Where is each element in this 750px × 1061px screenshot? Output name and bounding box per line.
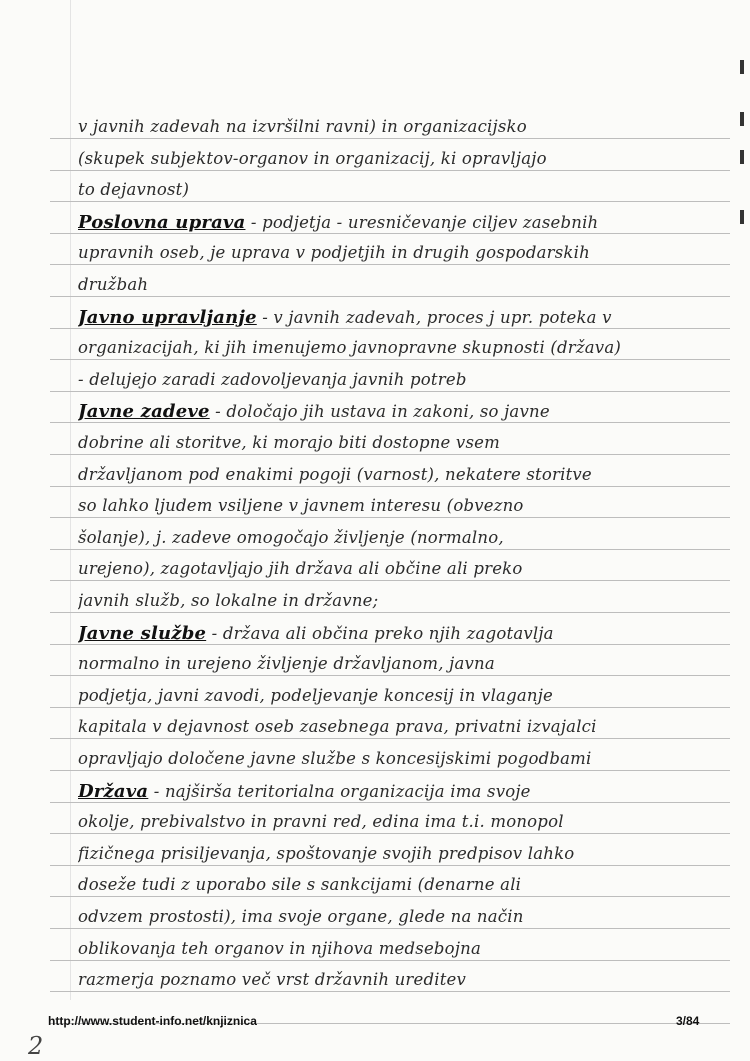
- note-line: [78, 907, 718, 926]
- note-text: opravljajo določene javne službe s koncesijskimi pogodbami: [78, 749, 592, 768]
- note-text: - določajo jih ustava in zakoni, so javne: [209, 402, 550, 421]
- note-text: organizacijah, ki jih imenujemo javnopravne skupnosti (država): [78, 338, 622, 357]
- note-line: [78, 465, 718, 484]
- note-text: to dejavnost): [78, 180, 190, 199]
- note-text: upravnih oseb, je uprava v podjetjih in drugih gospodarskih: [78, 243, 590, 262]
- heading-term: Država: [78, 781, 149, 802]
- ruled-line: [50, 644, 730, 645]
- note-line: [78, 939, 718, 958]
- ruled-line: [50, 170, 730, 171]
- binder-mark: [740, 150, 744, 164]
- ruled-line: [50, 138, 730, 139]
- note-text: okolje, prebivalstvo in pravni red, edina ima t.i. monopol: [78, 812, 564, 831]
- note-line: [78, 307, 718, 328]
- note-text: šolanje), j. zadeve omogočajo življenje (normalno,: [78, 528, 504, 547]
- heading-term: Javne zadeve: [78, 401, 210, 422]
- binder-mark: [740, 60, 744, 74]
- note-text: družbah: [78, 275, 149, 294]
- note-line: [78, 212, 718, 233]
- note-text: - država ali občina preko njih zagotavlja: [206, 624, 554, 643]
- ruled-line: [50, 896, 730, 897]
- heading-term: Poslovna uprava: [78, 212, 246, 233]
- note-line: [78, 243, 718, 262]
- note-line: [78, 812, 718, 831]
- note-text: - delujejo zaradi zadovoljevanja javnih potreb: [78, 370, 467, 389]
- ruled-line: [50, 233, 730, 234]
- note-text: - v javnih zadevah, proces j upr. poteka v: [256, 308, 612, 327]
- binder-mark: [740, 210, 744, 224]
- footer-page-number: 3/84: [676, 1014, 700, 1028]
- note-line: [78, 591, 718, 610]
- ruled-line: [50, 517, 730, 518]
- note-text: v javnih zadevah na izvršilni ravni) in organizacijsko: [78, 117, 527, 136]
- note-line: [78, 180, 718, 199]
- ruled-line: [50, 422, 730, 423]
- heading-term: Javne službe: [78, 623, 207, 644]
- ruled-line: [50, 802, 730, 803]
- ruled-line: [50, 391, 730, 392]
- note-line: [78, 844, 718, 863]
- note-text: urejeno), zagotavljajo jih država ali občine ali preko: [78, 559, 523, 578]
- note-text: javnih služb, so lokalne in državne;: [78, 591, 379, 610]
- note-text: odvzem prostosti), ima svoje organe, glede na način: [78, 907, 524, 926]
- note-text: doseže tudi z uporabo sile s sankcijami (denarne ali: [78, 875, 522, 894]
- note-line: [78, 686, 718, 705]
- ruled-line: [50, 707, 730, 708]
- ruled-line: [50, 675, 730, 676]
- note-text: kapitala v dejavnost oseb zasebnega prava, privatni izvajalci: [78, 717, 597, 736]
- note-line: [78, 117, 718, 136]
- ruled-line: [50, 201, 730, 202]
- note-text: dobrine ali storitve, ki morajo biti dostopne vsem: [78, 433, 500, 452]
- note-text: so lahko ljudem vsiljene v javnem interesu (obvezno: [78, 496, 524, 515]
- note-line: [78, 717, 718, 736]
- ruled-line: [50, 328, 730, 329]
- note-text: podjetja, javni zavodi, podeljevanje koncesij in vlaganje: [78, 686, 554, 705]
- note-text: oblikovanja teh organov in njihova medsebojna: [78, 939, 481, 958]
- note-text: normalno in urejeno življenje državljanom, javna: [78, 654, 495, 673]
- note-line: [78, 149, 718, 168]
- note-text: razmerja poznamo več vrst državnih ureditev: [78, 970, 467, 989]
- note-text: državljanom pod enakimi pogoji (varnost), nekatere storitve: [78, 465, 592, 484]
- note-line: [78, 623, 718, 644]
- note-line: [78, 781, 718, 802]
- note-text: - najširša teritorialna organizacija ima svoje: [148, 782, 531, 801]
- note-line: [78, 401, 718, 422]
- note-line: [78, 875, 718, 894]
- ruled-line: [50, 991, 730, 992]
- footer-url[interactable]: http://www.student-info.net/knjiznica: [48, 1014, 257, 1028]
- note-line: [78, 370, 718, 389]
- ruled-line: [50, 960, 730, 961]
- note-line: [78, 654, 718, 673]
- ruled-line: [50, 738, 730, 739]
- handwritten-page-number: 2: [28, 1032, 44, 1060]
- note-line: [78, 433, 718, 452]
- ruled-line: [50, 359, 730, 360]
- note-line: [78, 970, 718, 989]
- note-line: [78, 496, 718, 515]
- note-line: [78, 275, 718, 294]
- ruled-line: [50, 486, 730, 487]
- margin-line: [70, 0, 71, 1000]
- ruled-line: [50, 580, 730, 581]
- ruled-line: [50, 296, 730, 297]
- ruled-line: [50, 928, 730, 929]
- note-line: [78, 559, 718, 578]
- binder-mark: [740, 112, 744, 126]
- note-text: fizičnega prisiljevanja, spoštovanje svojih predpisov lahko: [78, 844, 575, 863]
- ruled-line: [50, 264, 730, 265]
- ruled-line: [50, 454, 730, 455]
- ruled-line: [50, 549, 730, 550]
- note-text: - podjetja - uresničevanje ciljev zasebnih: [245, 213, 599, 232]
- note-line: [78, 338, 718, 357]
- note-line: [78, 749, 718, 768]
- ruled-line: [50, 865, 730, 866]
- ruled-line: [50, 770, 730, 771]
- ruled-line: [50, 833, 730, 834]
- note-text: (skupek subjektov-organov in organizacij, ki opravljajo: [78, 149, 547, 168]
- ruled-line: [50, 612, 730, 613]
- heading-term: Javno upravljanje: [78, 307, 257, 328]
- note-line: [78, 528, 718, 547]
